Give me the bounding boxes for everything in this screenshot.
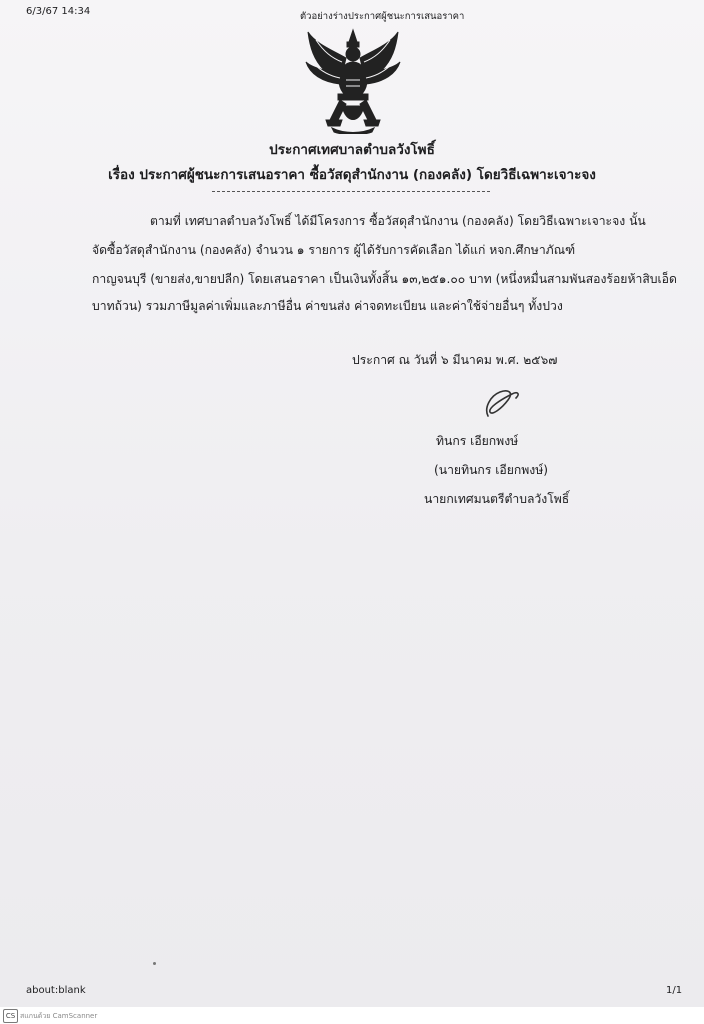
- garuda-emblem-icon: [302, 28, 404, 134]
- body-line-2: จัดซื้อวัสดุสำนักงาน (กองคลัง) จำนวน ๑ รายการ ผู้ได้รับการคัดเลือก ได้แก่ หจก.ศึกษาภัณฑ์: [92, 243, 576, 257]
- page-heading: ตัวอย่างร่างประกาศผู้ชนะการเสนอราคา: [300, 11, 465, 22]
- footer-url: about:blank: [26, 985, 86, 996]
- signer-position: นายกเทศมนตรีตำบลวังโพธิ์: [424, 492, 570, 506]
- scanner-bar: [0, 1007, 704, 1024]
- body-line-3: กาญจนบุรี (ขายส่ง,ขายปลีก) โดยเสนอราคา เป็นเงินทั้งสิ้น ๑๓,๒๕๑.๐๐ บาท (หนึ่งหมื่นสามพันสองร้อยห้าสิบเอ็ด: [92, 272, 677, 286]
- body-line-1: ตามที่ เทศบาลตำบลวังโพธิ์ ได้มีโครงการ ซื้อวัสดุสำนักงาน (กองคลัง) โดยวิธีเฉพาะเจาะจง นั้น: [150, 214, 646, 228]
- scan-speck: [153, 962, 156, 965]
- camscanner-logo-icon: CS: [3, 1009, 18, 1023]
- announce-date: ประกาศ ณ วันที่ ๖ มีนาคม พ.ศ. ๒๕๖๗: [352, 353, 558, 367]
- signer-full-name: (นายทินกร เอียกพงษ์): [434, 463, 549, 477]
- signer-name: ทินกร เอียกพงษ์: [436, 434, 519, 448]
- divider: [212, 191, 490, 192]
- announcement-subject: เรื่อง ประกาศผู้ชนะการเสนอราคา ซื้อวัสดุสำนักงาน (กองคลัง) โดยวิธีเฉพาะเจาะจง: [108, 167, 596, 183]
- print-timestamp: 6/3/67 14:34: [26, 6, 91, 17]
- camscanner-label: สแกนด้วย CamScanner: [20, 1012, 98, 1020]
- announcement-title: ประกาศเทศบาลตำบลวังโพธิ์: [269, 142, 435, 158]
- signature-icon: [478, 386, 526, 422]
- body-line-4: บาทถ้วน) รวมภาษีมูลค่าเพิ่มและภาษีอื่น ค่าขนส่ง ค่าจดทะเบียน และค่าใช้จ่ายอื่นๆ ทั้งปวง: [92, 299, 563, 313]
- footer-page-count: 1/1: [666, 985, 683, 996]
